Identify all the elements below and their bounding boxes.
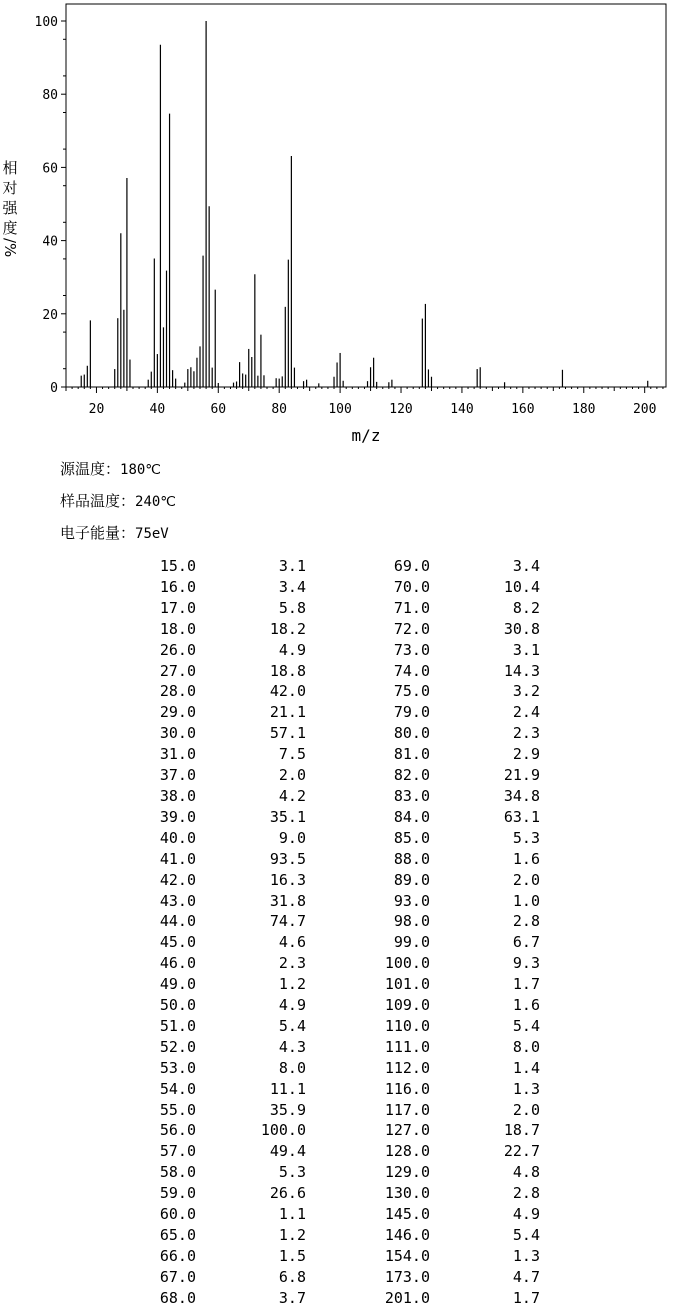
- intensity-cell: 2.0: [512, 870, 540, 889]
- y-axis-label-char: 强: [2, 199, 18, 217]
- mz-cell: 85.0: [393, 828, 430, 847]
- table-row: [140, 911, 540, 932]
- mz-cell: 71.0: [393, 598, 430, 617]
- intensity-cell: 3.1: [278, 557, 306, 575]
- mz-cell: 89.0: [393, 870, 430, 889]
- table-row: [140, 723, 540, 744]
- intensity-cell: 42.0: [269, 682, 306, 701]
- table-row: [140, 765, 540, 786]
- mz-cell: 84.0: [393, 807, 430, 826]
- mz-cell: 16.0: [159, 577, 196, 596]
- intensity-cell: 35.9: [269, 1100, 306, 1119]
- table-row: [140, 828, 540, 849]
- table-row: [140, 556, 540, 577]
- source-temperature-label: 源温度：: [60, 460, 121, 478]
- intensity-cell: 18.2: [269, 619, 306, 638]
- mz-cell: 58.0: [159, 1163, 196, 1182]
- plot-frame: [66, 4, 666, 387]
- intensity-cell: 1.4: [512, 1058, 540, 1077]
- intensity-cell: 9.3: [512, 954, 540, 973]
- x-tick-label: 60: [210, 402, 227, 417]
- mz-cell: 56.0: [159, 1121, 196, 1140]
- x-tick-label: 100: [328, 402, 352, 417]
- mz-cell: 45.0: [159, 933, 196, 952]
- intensity-cell: 1.3: [512, 1079, 540, 1098]
- mz-cell: 51.0: [159, 1016, 196, 1035]
- mz-cell: 41.0: [159, 849, 196, 868]
- mz-cell: 30.0: [159, 724, 196, 743]
- mz-cell: 42.0: [159, 870, 196, 889]
- intensity-cell: 63.1: [503, 807, 540, 826]
- intensity-cell: 1.2: [278, 975, 306, 994]
- intensity-cell: 1.1: [278, 1205, 306, 1224]
- intensity-cell: 7.5: [278, 745, 306, 764]
- table-row: [140, 1058, 540, 1079]
- x-tick-label: 80: [271, 402, 288, 417]
- intensity-cell: 4.2: [278, 786, 306, 805]
- table-row: [140, 681, 540, 702]
- mz-cell: 26.0: [159, 640, 196, 659]
- intensity-cell: 2.0: [278, 766, 306, 785]
- intensity-cell: 4.6: [278, 933, 306, 952]
- intensity-cell: 74.7: [269, 912, 306, 931]
- y-tick-label: 0: [50, 381, 58, 396]
- y-tick-label: 40: [42, 234, 58, 250]
- mz-cell: 145.0: [384, 1205, 430, 1224]
- intensity-cell: 1.3: [512, 1246, 540, 1265]
- intensity-cell: 3.4: [512, 557, 540, 575]
- intensity-cell: 49.4: [269, 1142, 306, 1161]
- mz-cell: 55.0: [159, 1100, 196, 1119]
- sample-temperature-value: 240℃: [135, 494, 177, 510]
- intensity-cell: 1.7: [512, 975, 540, 994]
- source-temperature: [60, 458, 161, 479]
- intensity-cell: 4.7: [512, 1267, 540, 1286]
- mz-cell: 66.0: [159, 1246, 196, 1265]
- table-row: [140, 1267, 540, 1288]
- table-row: [140, 598, 540, 619]
- intensity-cell: 2.3: [278, 954, 306, 973]
- mz-cell: 43.0: [159, 891, 196, 910]
- mz-cell: 44.0: [159, 912, 196, 931]
- intensity-cell: 1.6: [512, 849, 540, 868]
- table-row: [140, 1037, 540, 1058]
- mz-cell: 81.0: [393, 745, 430, 764]
- mz-cell: 111.0: [384, 1037, 430, 1056]
- intensity-cell: 6.8: [278, 1267, 306, 1286]
- intensity-cell: 93.5: [269, 849, 306, 868]
- intensity-cell: 2.9: [512, 745, 540, 764]
- table-row: [140, 1162, 540, 1183]
- electron-energy-value: 75eV: [135, 526, 169, 542]
- table-row: [140, 1120, 540, 1141]
- x-tick-label: 200: [632, 402, 657, 417]
- mz-cell: 82.0: [393, 766, 430, 785]
- intensity-cell: 1.0: [512, 891, 540, 910]
- intensity-cell: 6.7: [512, 933, 540, 952]
- y-axis-label-char: %: [1, 243, 19, 258]
- table-row: [140, 1225, 540, 1246]
- mz-cell: 80.0: [393, 724, 430, 743]
- intensity-cell: 18.8: [269, 661, 306, 680]
- mz-cell: 17.0: [159, 598, 196, 617]
- y-tick-label: 80: [42, 88, 58, 104]
- mz-cell: 15.0: [159, 557, 196, 575]
- mz-cell: 100.0: [384, 954, 430, 973]
- table-row: [140, 974, 540, 995]
- x-tick-label: 140: [450, 402, 474, 417]
- intensity-cell: 5.8: [278, 598, 306, 617]
- table-row: [140, 1016, 540, 1037]
- mz-cell: 70.0: [393, 577, 430, 596]
- mz-cell: 40.0: [159, 828, 196, 847]
- x-tick-label: 20: [88, 402, 105, 417]
- table-row: [140, 640, 540, 661]
- mz-cell: 83.0: [393, 786, 430, 805]
- mz-cell: 52.0: [159, 1037, 196, 1056]
- mz-cell: 49.0: [159, 975, 196, 994]
- mz-cell: 75.0: [393, 682, 430, 701]
- x-axis: [66, 387, 663, 417]
- y-axis-label-char: 相: [2, 159, 18, 177]
- mz-cell: 98.0: [393, 912, 430, 931]
- intensity-cell: 5.3: [512, 828, 540, 847]
- y-tick-label: 60: [42, 161, 58, 177]
- mz-cell: 127.0: [384, 1121, 430, 1140]
- mz-cell: 57.0: [159, 1142, 196, 1161]
- x-tick-label: 180: [572, 402, 596, 417]
- mz-cell: 93.0: [393, 891, 430, 910]
- mz-cell: 88.0: [393, 849, 430, 868]
- intensity-cell: 3.2: [512, 682, 540, 701]
- table-row: [140, 1246, 540, 1267]
- x-tick-label: 40: [149, 402, 166, 417]
- table-row: [140, 932, 540, 953]
- intensity-cell: 1.6: [512, 996, 540, 1015]
- mz-cell: 109.0: [384, 996, 430, 1015]
- mz-cell: 53.0: [159, 1058, 196, 1077]
- intensity-cell: 8.0: [512, 1037, 540, 1056]
- mz-cell: 69.0: [393, 557, 430, 575]
- x-tick-label: 160: [511, 402, 535, 417]
- mass-spectrum-chart: [0, 0, 680, 450]
- mz-cell: 154.0: [384, 1246, 430, 1265]
- table-row: [140, 744, 540, 765]
- table-row: [140, 786, 540, 807]
- intensity-cell: 2.8: [512, 912, 540, 931]
- mz-cell: 117.0: [384, 1100, 430, 1119]
- mz-cell: 101.0: [384, 975, 430, 994]
- x-tick-label: 120: [389, 402, 413, 417]
- y-tick-label: 20: [42, 307, 58, 323]
- mz-cell: 73.0: [393, 640, 430, 659]
- table-row: [140, 1288, 540, 1309]
- intensity-cell: 21.9: [503, 766, 540, 785]
- intensity-cell: 5.4: [278, 1016, 306, 1035]
- source-temperature-value: 180℃: [120, 462, 162, 478]
- intensity-cell: 2.3: [512, 724, 540, 743]
- mz-cell: 112.0: [384, 1058, 430, 1077]
- table-row: [140, 1204, 540, 1225]
- electron-energy: [60, 522, 169, 543]
- sample-temperature: [60, 490, 176, 511]
- mz-cell: 99.0: [393, 933, 430, 952]
- mz-cell: 59.0: [159, 1184, 196, 1203]
- mz-cell: 173.0: [384, 1267, 430, 1286]
- table-row: [140, 849, 540, 870]
- intensity-cell: 2.0: [512, 1100, 540, 1119]
- table-row: [140, 953, 540, 974]
- table-row: [140, 807, 540, 828]
- intensity-cell: 2.8: [512, 1184, 540, 1203]
- intensity-cell: 4.9: [512, 1205, 540, 1224]
- mz-cell: 28.0: [159, 682, 196, 701]
- intensity-cell: 16.3: [269, 870, 306, 889]
- mz-cell: 46.0: [159, 954, 196, 973]
- mz-cell: 79.0: [393, 703, 430, 722]
- mz-cell: 65.0: [159, 1226, 196, 1244]
- mz-cell: 54.0: [159, 1079, 196, 1098]
- x-axis-label: m/z: [351, 426, 381, 445]
- sample-temperature-label: 样品温度：: [60, 492, 136, 510]
- intensity-cell: 10.4: [503, 577, 540, 596]
- intensity-cell: 22.7: [503, 1142, 540, 1161]
- intensity-cell: 100.0: [260, 1121, 306, 1140]
- table-row: [140, 619, 540, 640]
- y-axis-label-char: 度: [2, 219, 18, 237]
- intensity-cell: 5.4: [512, 1226, 540, 1244]
- intensity-cell: 8.2: [512, 598, 540, 617]
- intensity-cell: 5.4: [512, 1016, 540, 1035]
- intensity-cell: 5.3: [278, 1163, 306, 1182]
- table-row: [140, 891, 540, 912]
- table-row: [140, 995, 540, 1016]
- intensity-cell: 11.1: [269, 1079, 306, 1098]
- mz-cell: 129.0: [384, 1163, 430, 1182]
- peak-bars: [81, 21, 647, 387]
- mz-cell: 130.0: [384, 1184, 430, 1203]
- intensity-cell: 18.7: [503, 1121, 540, 1140]
- table-row: [140, 577, 540, 598]
- mz-cell: 60.0: [159, 1205, 196, 1224]
- y-tick-label: 100: [34, 15, 58, 30]
- mz-cell: 110.0: [384, 1016, 430, 1035]
- intensity-cell: 3.4: [278, 577, 306, 596]
- mz-cell: 29.0: [159, 703, 196, 722]
- intensity-cell: 8.0: [278, 1058, 306, 1077]
- intensity-cell: 30.8: [503, 619, 540, 638]
- intensity-cell: 26.6: [269, 1184, 306, 1203]
- intensity-cell: 3.1: [512, 640, 540, 659]
- y-axis-label-char: /: [1, 238, 19, 244]
- electron-energy-label: 电子能量：: [60, 524, 136, 542]
- table-row: [140, 1100, 540, 1121]
- intensity-cell: 35.1: [269, 807, 306, 826]
- peak-table: [140, 556, 540, 1309]
- mz-cell: 67.0: [159, 1267, 196, 1286]
- y-axis-label: [2, 158, 18, 257]
- table-row: [140, 870, 540, 891]
- intensity-cell: 1.7: [512, 1288, 540, 1307]
- table-row: [140, 1079, 540, 1100]
- intensity-cell: 2.4: [512, 703, 540, 722]
- intensity-cell: 1.2: [278, 1226, 306, 1244]
- table-row: [140, 1141, 540, 1162]
- intensity-cell: 21.1: [269, 703, 306, 722]
- mz-cell: 128.0: [384, 1142, 430, 1161]
- mz-cell: 37.0: [159, 766, 196, 785]
- mz-cell: 116.0: [384, 1079, 430, 1098]
- mz-cell: 18.0: [159, 619, 196, 638]
- intensity-cell: 14.3: [503, 661, 540, 680]
- table-row: [140, 702, 540, 723]
- mz-cell: 31.0: [159, 745, 196, 764]
- intensity-cell: 9.0: [278, 828, 306, 847]
- table-row: [140, 1183, 540, 1204]
- mz-cell: 50.0: [159, 996, 196, 1015]
- intensity-cell: 4.9: [278, 996, 306, 1015]
- intensity-cell: 1.5: [278, 1246, 306, 1265]
- intensity-cell: 31.8: [269, 891, 306, 910]
- intensity-cell: 57.1: [269, 724, 306, 743]
- mz-cell: 201.0: [384, 1288, 430, 1307]
- intensity-cell: 3.7: [278, 1288, 306, 1307]
- mz-cell: 38.0: [159, 786, 196, 805]
- y-axis-label-char: 对: [2, 179, 18, 197]
- intensity-cell: 4.8: [512, 1163, 540, 1182]
- mz-cell: 27.0: [159, 661, 196, 680]
- mz-cell: 72.0: [393, 619, 430, 638]
- mz-cell: 39.0: [159, 807, 196, 826]
- intensity-cell: 34.8: [503, 786, 540, 805]
- table-row: [140, 661, 540, 682]
- intensity-cell: 4.3: [278, 1037, 306, 1056]
- mz-cell: 74.0: [393, 661, 430, 680]
- y-axis: [35, 15, 66, 396]
- mz-cell: 68.0: [159, 1288, 196, 1307]
- intensity-cell: 4.9: [278, 640, 306, 659]
- mz-cell: 146.0: [384, 1226, 430, 1244]
